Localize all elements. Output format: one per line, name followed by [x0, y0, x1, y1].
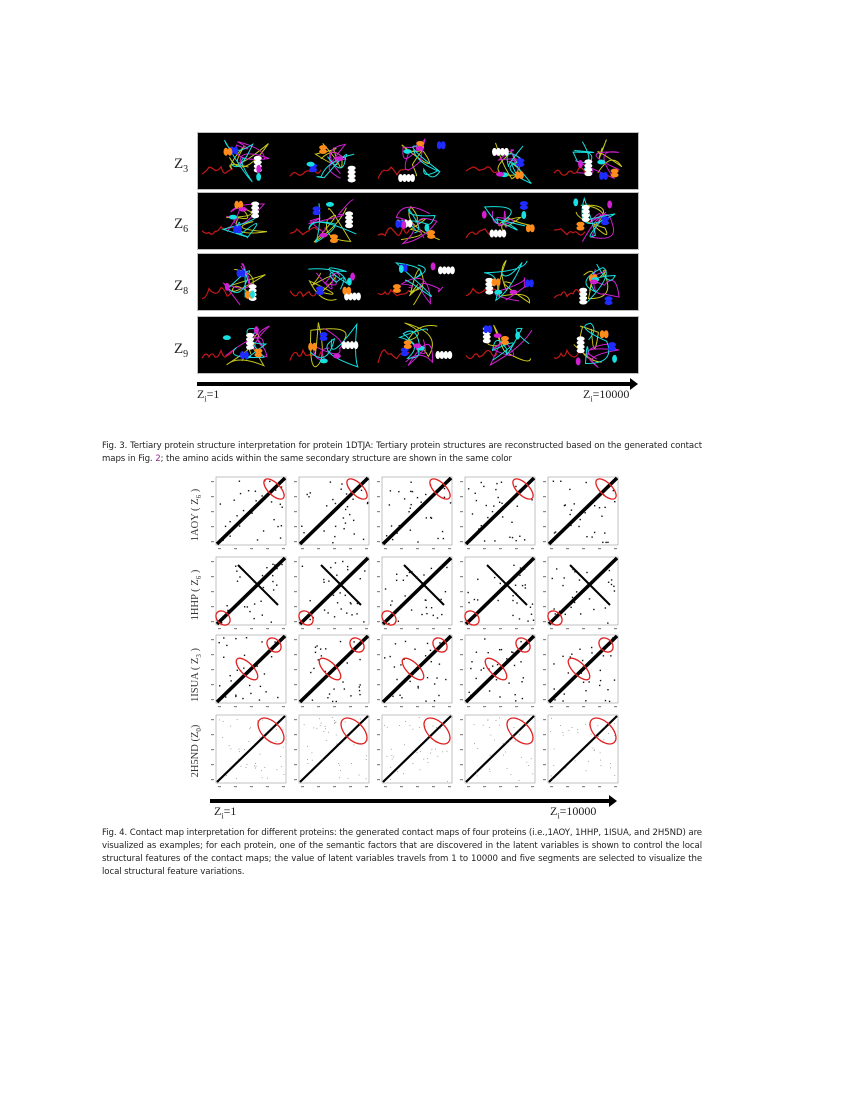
- protein-structure-image: [200, 318, 284, 372]
- protein-structure-image: [288, 318, 372, 372]
- contact-map-plot: [457, 475, 540, 555]
- contact-map-plot: [457, 633, 540, 713]
- axis-end-label-fig4: $Z_i=10000$: [550, 804, 597, 821]
- latent-axis-arrow-fig4: [210, 799, 610, 803]
- row-label-z3: $Z_3$: [174, 156, 189, 175]
- protein-structure-image: [552, 255, 636, 309]
- figure-3-protein-structures: [160, 128, 650, 408]
- structure-row-z8: [197, 253, 639, 311]
- structure-row-z6: [197, 192, 639, 250]
- contact-map-row-1isua: [208, 633, 623, 713]
- row-label-z9: $Z_9$: [174, 341, 189, 360]
- row-label-1aoy: 1AOY ( $Z_6$ ): [190, 488, 204, 542]
- protein-structure-image: [288, 134, 372, 188]
- figure-3-caption: Fig. 3. Tertiary protein structure interpretation for protein 1DTJA: Tertiary protein structures are reconstructed based on the generated contact maps in Fig. 2; the amino acids within the same secondary structure are shown in the same color: [102, 441, 702, 464]
- structure-row-z3: [197, 132, 639, 190]
- figure-4-contact-maps: [190, 475, 620, 820]
- protein-structure-image: [376, 134, 460, 188]
- contact-map-plot: [374, 633, 457, 713]
- contact-map-plot: [208, 633, 291, 713]
- row-label-2h5nd: 2H5ND $(Z_0)$: [190, 724, 204, 778]
- contact-map-plot: [540, 555, 623, 635]
- axis-start-label-fig4: $Z_i=1$: [214, 804, 237, 821]
- protein-structure-image: [200, 134, 284, 188]
- structure-row-z9: [197, 316, 639, 374]
- contact-map-row-2h5nd: [208, 713, 623, 793]
- protein-structure-image: [200, 255, 284, 309]
- contact-map-plot: [291, 475, 374, 555]
- contact-map-plot: [291, 555, 374, 635]
- contact-map-plot: [291, 713, 374, 793]
- contact-map-plot: [374, 555, 457, 635]
- protein-structure-image: [200, 194, 284, 248]
- contact-map-plot: [540, 633, 623, 713]
- contact-map-row-1aoy: [208, 475, 623, 555]
- protein-structure-image: [288, 194, 372, 248]
- protein-structure-image: [552, 194, 636, 248]
- axis-start-label: $Z_i=1$: [197, 387, 220, 404]
- protein-structure-image: [464, 318, 548, 372]
- protein-structure-image: [376, 255, 460, 309]
- figure-2-reference-link[interactable]: 2: [155, 454, 161, 464]
- protein-structure-image: [376, 318, 460, 372]
- contact-map-plot: [374, 713, 457, 793]
- row-label-z8: $Z_8$: [174, 278, 189, 297]
- protein-structure-image: [552, 318, 636, 372]
- protein-structure-image: [464, 194, 548, 248]
- contact-map-plot: [208, 475, 291, 555]
- protein-structure-image: [464, 134, 548, 188]
- contact-map-plot: [208, 713, 291, 793]
- contact-map-plot: [457, 555, 540, 635]
- contact-map-plot: [291, 633, 374, 713]
- contact-map-plot: [540, 475, 623, 555]
- contact-map-row-1hhp: [208, 555, 623, 635]
- protein-structure-image: [464, 255, 548, 309]
- row-label-1hhp: 1HHP ( $Z_6$ ): [190, 569, 204, 621]
- figure-4-caption: Fig. 4. Contact map interpretation for different proteins: the generated contact maps of four proteins (i.e.,1AOY, 1HHP, 1ISUA, and 2H5ND) are visualized as examples; for each protein, one of the semantic factors that are discovered in the latent variables is shown to control the local structural features of the contact maps; the value of latent variables travels from 1 to 10000 and five segments are selected to visualize the local structural feature variations.: [102, 828, 702, 877]
- protein-structure-image: [288, 255, 372, 309]
- contact-map-plot: [208, 555, 291, 635]
- latent-axis-arrow: [197, 382, 631, 386]
- contact-map-plot: [374, 475, 457, 555]
- row-label-z6: $Z_6$: [174, 216, 189, 235]
- contact-map-plot: [540, 713, 623, 793]
- axis-end-label: $Z_i=10000$: [583, 387, 630, 404]
- contact-map-plot: [457, 713, 540, 793]
- row-label-1isua: 1ISUA ( $Z_3$ ): [190, 648, 204, 702]
- protein-structure-image: [376, 194, 460, 248]
- protein-structure-image: [552, 134, 636, 188]
